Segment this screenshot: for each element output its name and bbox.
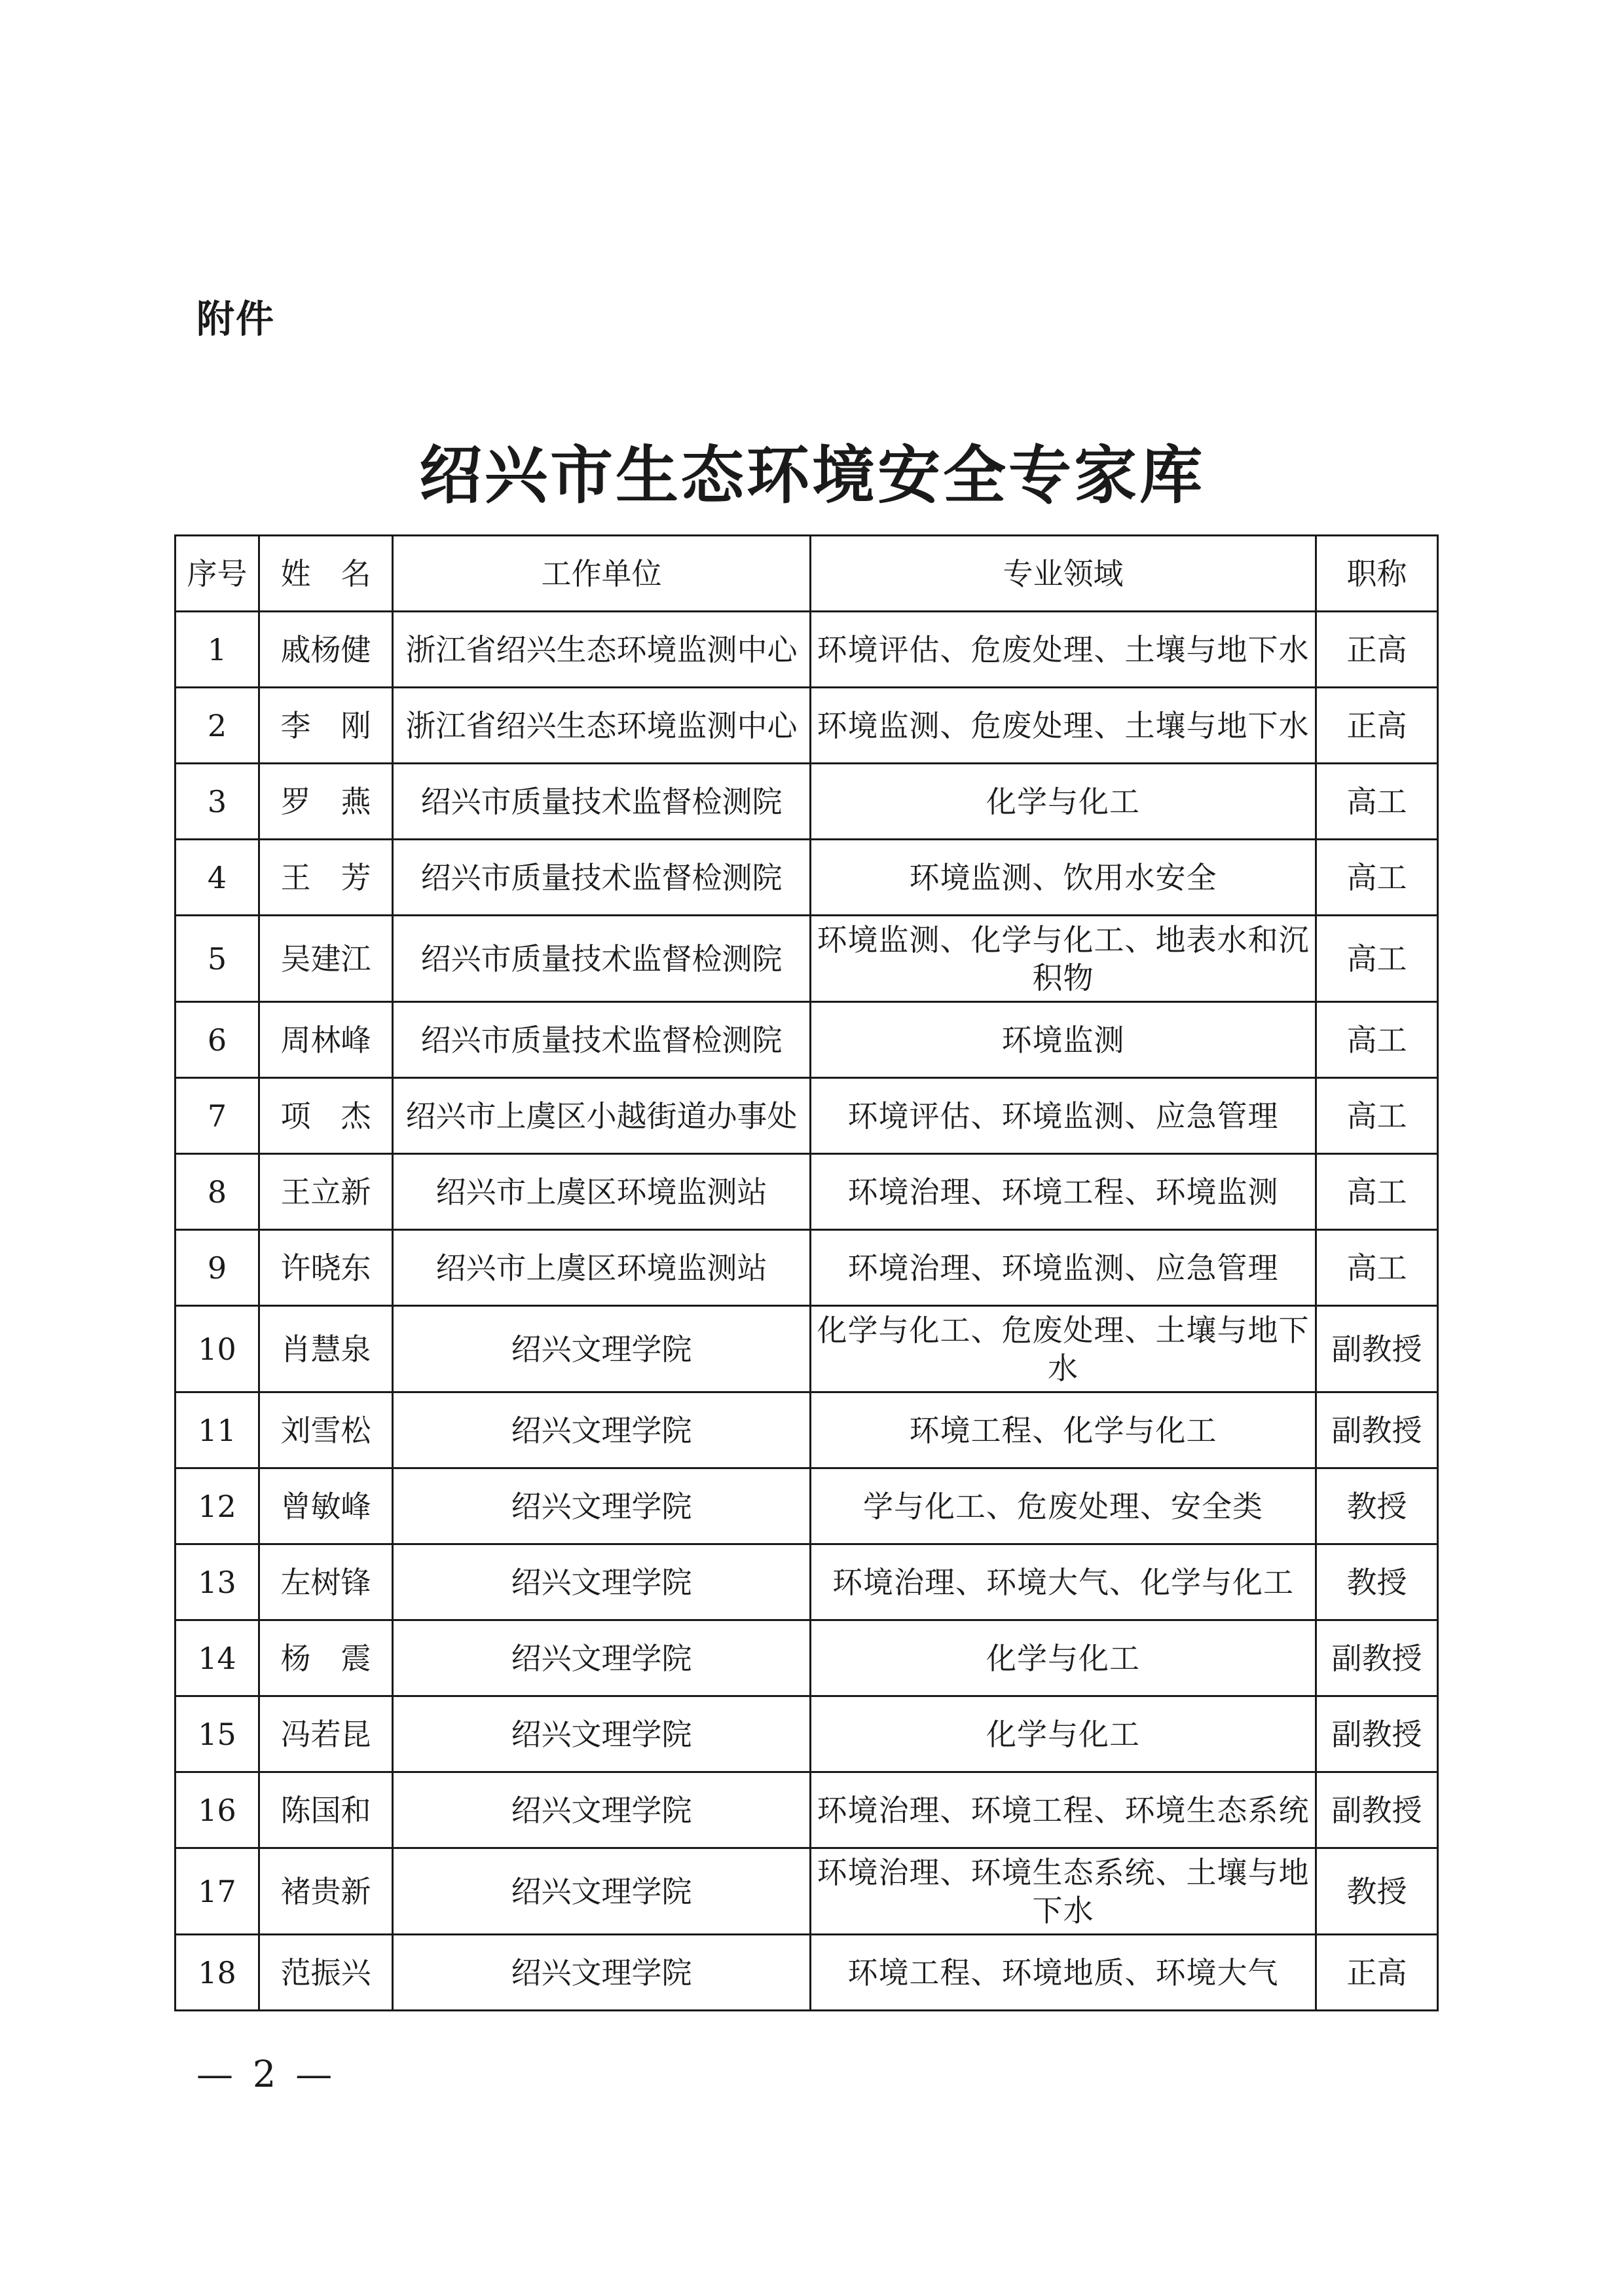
table-row — [175, 1468, 1438, 1544]
professional-title: 正高 — [1316, 612, 1438, 688]
row-number: 3 — [175, 764, 259, 840]
specialty-field: 环境治理、环境大气、化学与化工 — [811, 1544, 1316, 1620]
row-number: 18 — [175, 1935, 259, 2011]
row-number: 7 — [175, 1078, 259, 1154]
table-row — [175, 1392, 1438, 1468]
row-number: 15 — [175, 1696, 259, 1772]
header-no: 序号 — [175, 536, 259, 612]
work-unit: 绍兴文理学院 — [393, 1468, 811, 1544]
specialty-field: 环境监测、饮用水安全 — [811, 840, 1316, 916]
expert-table — [174, 534, 1439, 2011]
row-number: 11 — [175, 1392, 259, 1468]
table-row — [175, 1306, 1438, 1392]
row-number: 1 — [175, 612, 259, 688]
work-unit: 绍兴市质量技术监督检测院 — [393, 764, 811, 840]
table-row — [175, 1154, 1438, 1230]
expert-name: 刘雪松 — [259, 1392, 393, 1468]
professional-title: 高工 — [1316, 916, 1438, 1002]
professional-title: 高工 — [1316, 764, 1438, 840]
header-name: 姓 名 — [259, 536, 393, 612]
expert-name: 陈国和 — [259, 1772, 393, 1848]
work-unit: 绍兴文理学院 — [393, 1620, 811, 1696]
work-unit: 绍兴市质量技术监督检测院 — [393, 840, 811, 916]
row-number: 13 — [175, 1544, 259, 1620]
row-number: 6 — [175, 1002, 259, 1078]
professional-title: 副教授 — [1316, 1392, 1438, 1468]
specialty-field: 学与化工、危废处理、安全类 — [811, 1468, 1316, 1544]
work-unit: 绍兴市上虞区小越街道办事处 — [393, 1078, 811, 1154]
expert-name: 王立新 — [259, 1154, 393, 1230]
expert-name: 曾敏峰 — [259, 1468, 393, 1544]
professional-title: 副教授 — [1316, 1772, 1438, 1848]
row-number: 8 — [175, 1154, 259, 1230]
table-row — [175, 688, 1438, 764]
professional-title: 教授 — [1316, 1544, 1438, 1620]
expert-name: 周林峰 — [259, 1002, 393, 1078]
table-row — [175, 1935, 1438, 2011]
professional-title: 教授 — [1316, 1468, 1438, 1544]
expert-name: 罗 燕 — [259, 764, 393, 840]
professional-title: 高工 — [1316, 1078, 1438, 1154]
table-row — [175, 1848, 1438, 1935]
work-unit: 绍兴文理学院 — [393, 1772, 811, 1848]
work-unit: 绍兴文理学院 — [393, 1544, 811, 1620]
professional-title: 高工 — [1316, 1002, 1438, 1078]
specialty-field: 环境工程、环境地质、环境大气 — [811, 1935, 1316, 2011]
expert-name: 李 刚 — [259, 688, 393, 764]
specialty-field: 化学与化工 — [811, 1620, 1316, 1696]
table-header-row — [175, 536, 1438, 612]
table-row — [175, 1230, 1438, 1306]
row-number: 16 — [175, 1772, 259, 1848]
table-row — [175, 612, 1438, 688]
professional-title: 高工 — [1316, 1154, 1438, 1230]
specialty-field: 环境治理、环境工程、环境生态系统 — [811, 1772, 1316, 1848]
expert-name: 范振兴 — [259, 1935, 393, 2011]
work-unit: 绍兴文理学院 — [393, 1935, 811, 2011]
table-row — [175, 1772, 1438, 1848]
specialty-field: 环境工程、化学与化工 — [811, 1392, 1316, 1468]
table-row — [175, 1078, 1438, 1154]
table-row — [175, 1002, 1438, 1078]
row-number: 17 — [175, 1848, 259, 1935]
professional-title: 正高 — [1316, 1935, 1438, 2011]
specialty-field: 化学与化工、危废处理、土壤与地下水 — [811, 1306, 1316, 1392]
professional-title: 正高 — [1316, 688, 1438, 764]
table-row — [175, 1620, 1438, 1696]
row-number: 4 — [175, 840, 259, 916]
professional-title: 副教授 — [1316, 1620, 1438, 1696]
expert-name: 左树锋 — [259, 1544, 393, 1620]
professional-title: 副教授 — [1316, 1306, 1438, 1392]
work-unit: 绍兴文理学院 — [393, 1306, 811, 1392]
expert-name: 杨 震 — [259, 1620, 393, 1696]
work-unit: 绍兴市上虞区环境监测站 — [393, 1230, 811, 1306]
table-row — [175, 1696, 1438, 1772]
header-field: 专业领域 — [811, 536, 1316, 612]
specialty-field: 环境治理、环境生态系统、土壤与地下水 — [811, 1848, 1316, 1935]
professional-title: 高工 — [1316, 840, 1438, 916]
specialty-field: 化学与化工 — [811, 1696, 1316, 1772]
row-number: 2 — [175, 688, 259, 764]
row-number: 9 — [175, 1230, 259, 1306]
work-unit: 绍兴文理学院 — [393, 1696, 811, 1772]
expert-name: 王 芳 — [259, 840, 393, 916]
professional-title: 教授 — [1316, 1848, 1438, 1935]
specialty-field: 环境治理、环境工程、环境监测 — [811, 1154, 1316, 1230]
expert-name: 戚杨健 — [259, 612, 393, 688]
specialty-field: 环境评估、危废处理、土壤与地下水 — [811, 612, 1316, 688]
table-row — [175, 764, 1438, 840]
work-unit: 绍兴文理学院 — [393, 1848, 811, 1935]
row-number: 5 — [175, 916, 259, 1002]
document-title: 绍兴市生态环境安全专家库 — [419, 438, 1205, 512]
work-unit: 绍兴市上虞区环境监测站 — [393, 1154, 811, 1230]
table-row — [175, 1544, 1438, 1620]
specialty-field: 环境治理、环境监测、应急管理 — [811, 1230, 1316, 1306]
attachment-label: 附件 — [196, 297, 276, 341]
specialty-field: 环境监测 — [811, 1002, 1316, 1078]
expert-name: 褚贵新 — [259, 1848, 393, 1935]
work-unit: 绍兴市质量技术监督检测院 — [393, 916, 811, 1002]
expert-name: 吴建江 — [259, 916, 393, 1002]
header-title: 职称 — [1316, 536, 1438, 612]
specialty-field: 环境监测、化学与化工、地表水和沉积物 — [811, 916, 1316, 1002]
work-unit: 绍兴市质量技术监督检测院 — [393, 1002, 811, 1078]
page-number: — 2 — — [196, 2053, 337, 2096]
expert-name: 肖慧泉 — [259, 1306, 393, 1392]
professional-title: 高工 — [1316, 1230, 1438, 1306]
specialty-field: 化学与化工 — [811, 764, 1316, 840]
specialty-field: 环境评估、环境监测、应急管理 — [811, 1078, 1316, 1154]
table-row — [175, 840, 1438, 916]
work-unit: 浙江省绍兴生态环境监测中心 — [393, 612, 811, 688]
professional-title: 副教授 — [1316, 1696, 1438, 1772]
specialty-field: 环境监测、危废处理、土壤与地下水 — [811, 688, 1316, 764]
table-row — [175, 916, 1438, 1002]
work-unit: 浙江省绍兴生态环境监测中心 — [393, 688, 811, 764]
expert-name: 冯若昆 — [259, 1696, 393, 1772]
work-unit: 绍兴文理学院 — [393, 1392, 811, 1468]
row-number: 10 — [175, 1306, 259, 1392]
expert-name: 项 杰 — [259, 1078, 393, 1154]
row-number: 14 — [175, 1620, 259, 1696]
expert-name: 许晓东 — [259, 1230, 393, 1306]
row-number: 12 — [175, 1468, 259, 1544]
header-unit: 工作单位 — [393, 536, 811, 612]
